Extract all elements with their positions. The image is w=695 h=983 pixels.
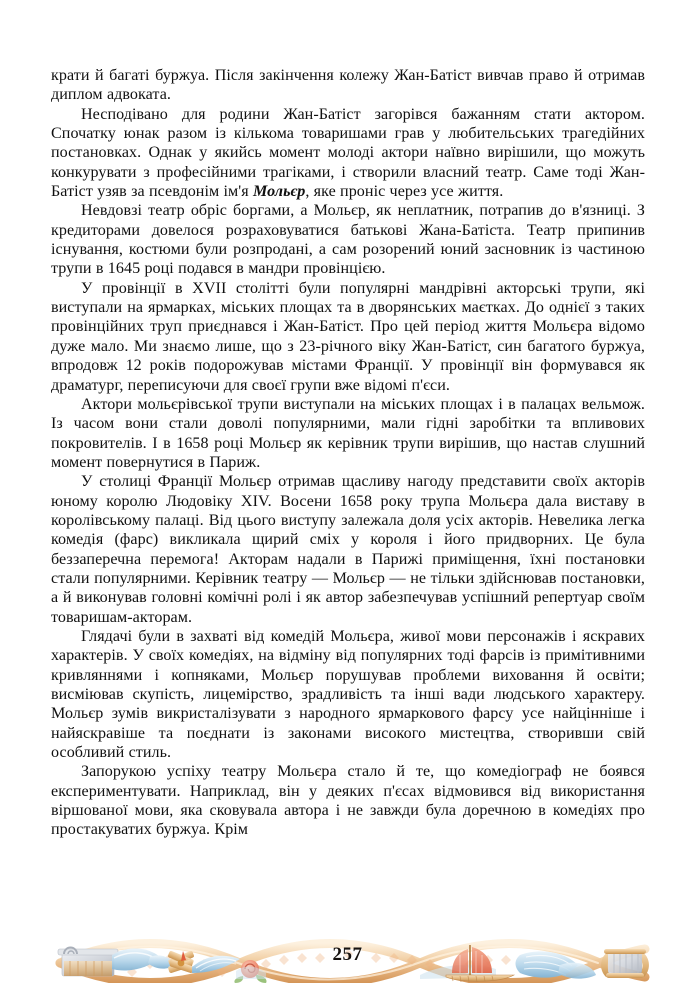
body-text-column: [51, 66, 645, 840]
paragraph-3: [51, 201, 645, 278]
page-number: 257: [332, 944, 363, 965]
text-run: Несподівано для родини Жан-Батіст загорівся бажанням стати актором. Спочатку юнак разом із кількома товаришами грав у любительських трагедійних постановках. Однак у якийсь момент молоді актори наївно вирішили, що можуть конкурувати з професійними трагіками, і створили власний театр. Саме тоді Жан-Батіст узяв за псевдонім ім'я: [51, 105, 645, 201]
paragraph-4: [51, 279, 645, 395]
text-run: Запорукою успіху театру Мольєра стало й те, що комедіограф не боявся експериментувати. Наприклад, він у деяких п'єсах відмовився від використання віршованої мови, яка сковувала автора і не завжди була доречною в комедіях про простакуватих буржуа. Крім: [51, 763, 645, 839]
text-run: У столиці Франції Мольєр отримав щасливу нагоду представити своїх акторів юному королю Людовіку XIV. Восени 1658 року трупа Мольєра дала виставу в королівському палаці. Від цього виступу залежала доля усіх акторів. Невелика легка комедія (фарс) викликала щирий сміх у короля і його придворних. Це була беззаперечна перемога! Акторам надали в Парижі приміщення, їхні постановки стали популярними. Керівник театру — Мольєр — не тільки здійснював постановки, а й виконував головні комічні ролі і як автор забезпечував успішний репертуар своїм товаришам-акторам.: [51, 473, 645, 626]
emphasis-molière-pseudonym: Мольєр: [252, 183, 306, 201]
paragraph-7: [51, 627, 645, 762]
paragraph-8: [51, 762, 645, 839]
text-run: Невдовзі театр обріс боргами, а Мольєр, як неплатник, потрапив до в'язниці. З кредиторами довелося розраховуватися батькові Жана-Батіста. Театр припинив існування, костюми були розпродані, а сам розорений юний засновник із частиною трупи в 1645 році подався в мандри провінцією.: [51, 202, 645, 278]
text-run: Глядачі були в захваті від комедій Мольєра, живої мови персонажів і яскравих характерів. У своїх комедіях, на відміну від популярних тоді фарсів із примітивними кривляннями і копняками, Мольєр порушував проблеми виховання й освіти; висміював скупість, лицемірство, зрадливість та інші вади людського характеру. Мольєр зумів викристалізувати з народного ярмаркового фарсу усе найцінніше і найяскравіше та поєднати із законами високого мистецтва, створивши свій особливий стиль.: [51, 627, 645, 762]
text-run: У провінції в XVII столітті були популярні мандрівні акторські трупи, які виступали на ярмарках, міських площах та в дворянських маєтках. До однієї з таких провінційних труп приєднався і Жан-Батіст. Про цей період життя Мольєра відомо дуже мало. Ми знаємо лише, що з 23-річного віку Жан-Батіст, син багатого буржуа, впродовж 12 років подорожував містами Франції. У провінції він формувався як драматург, переписуючи для своєї групи вже відомі п'єси.: [51, 279, 645, 394]
text-run: Актори мольєрівської трупи виступали на міських площах і в палацах вельмож. Із часом вони стали доволі популярними, мали гідні заробітки та впливових покровителів. І в 1658 році Мольєр як керівник трупи вирішив, що настав слушний момент повернутися в Париж.: [51, 395, 645, 471]
paragraph-5: [51, 395, 645, 472]
paragraph-1: [51, 66, 645, 105]
text-run: крати й багаті буржуа. Після закінчення колежу Жан-Батіст вивчав право й отримав диплом адвоката.: [51, 67, 645, 104]
paragraph-2: [51, 105, 645, 202]
text-run: , яке проніс через усе життя.: [305, 183, 504, 201]
paragraph-6: [51, 472, 645, 627]
